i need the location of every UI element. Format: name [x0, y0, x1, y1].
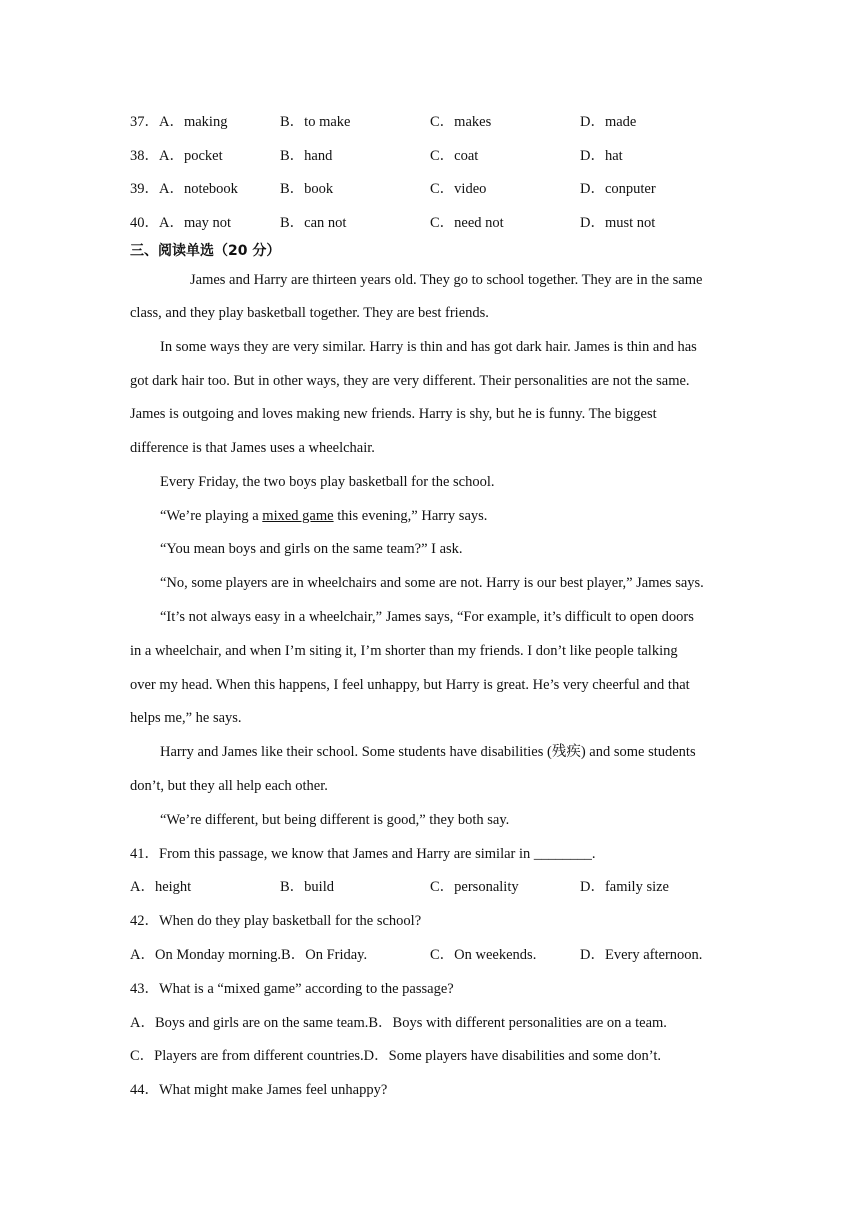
option-43-ab: A．Boys and girls are on the same team.B．Boys with different personalities are on a team. — [130, 1015, 667, 1031]
passage-line: in a wheelchair, and when I’m siting it, I’m shorter than my friends. I don’t like people talking — [130, 643, 678, 659]
option-38-d: D．hat — [580, 148, 623, 164]
option-39-a: 39．A．notebook — [130, 181, 238, 197]
passage-line: In some ways they are very similar. Harry is thin and has got dark hair. James is thin and has — [160, 339, 697, 355]
option-42-d: D．Every afternoon. — [580, 947, 703, 963]
question-stem: 42．When do they play basketball for the school? — [130, 913, 422, 929]
passage-line: “No, some players are in wheelchairs and some are not. Harry is our best player,” James says. — [160, 575, 704, 591]
mixed-game-underlined-phrase: mixed game — [262, 508, 334, 524]
option-40-a: 40．A．may not — [130, 215, 232, 231]
question-stem: 41．From this passage, we know that James and Harry are similar in ________. — [130, 846, 596, 862]
passage-line: Harry and James like their school. Some students have disabilities (残疾) and some students — [160, 744, 696, 760]
passage-line: “We’re different, but being different is good,” they both say. — [160, 812, 510, 828]
passage-line: don’t, but they all help each other. — [130, 778, 328, 794]
passage-line: difference is that James uses a wheelchair. — [130, 440, 375, 456]
option-41-a: A．height — [130, 879, 192, 895]
option-41-d: D．family size — [580, 879, 669, 895]
question-stem: 43．What is a “mixed game” according to the passage? — [130, 981, 454, 997]
option-37-a: 37．A．making — [130, 114, 228, 130]
option-38-a: 38．A．pocket — [130, 148, 223, 164]
option-40-b: B．can not — [280, 215, 347, 231]
option-37-d: D．made — [580, 114, 637, 130]
question-stem: 44．What might make James feel unhappy? — [130, 1082, 388, 1098]
option-38-c: C．coat — [430, 148, 479, 164]
option-39-d: D．conputer — [580, 181, 656, 197]
option-37-b: B．to make — [280, 114, 351, 130]
option-41-c: C．personality — [430, 879, 519, 895]
option-42-c: C．On weekends. — [430, 947, 537, 963]
option-42-a: A．On Monday morning.B．On Friday. — [130, 947, 368, 963]
passage-line: Every Friday, the two boys play basketball for the school. — [160, 474, 495, 490]
passage-line: got dark hair too. But in other ways, they are very different. Their personalities are not the same. — [130, 373, 690, 389]
option-37-c: C．makes — [430, 114, 492, 130]
section-heading: 三、阅读单选（20 分） — [130, 243, 281, 259]
passage-line: James is outgoing and loves making new friends. Harry is shy, but he is funny. The biggest — [130, 406, 657, 422]
option-39-b: B．book — [280, 181, 334, 197]
passage-line: “It’s not always easy in a wheelchair,” James says, “For example, it’s difficult to open doors — [160, 609, 694, 625]
option-43-cd: C．Players are from different countries.D．Some players have disabilities and some don’t. — [130, 1048, 662, 1064]
passage-line: “We’re playing a mixed game this evening,” Harry says. — [160, 508, 488, 524]
option-39-c: C．video — [430, 181, 487, 197]
passage-line: class, and they play basketball together. They are best friends. — [130, 305, 489, 321]
option-38-b: B．hand — [280, 148, 333, 164]
option-41-b: B．build — [280, 879, 334, 895]
passage-line: “You mean boys and girls on the same team?” I ask. — [160, 541, 463, 557]
option-40-c: C．need not — [430, 215, 504, 231]
passage-line: over my head. When this happens, I feel unhappy, but Harry is great. He’s very cheerful and that — [130, 677, 690, 693]
passage-line: James and Harry are thirteen years old. They go to school together. They are in the same — [190, 272, 703, 288]
passage-line: helps me,” he says. — [130, 710, 242, 726]
option-40-d: D．must not — [580, 215, 656, 231]
